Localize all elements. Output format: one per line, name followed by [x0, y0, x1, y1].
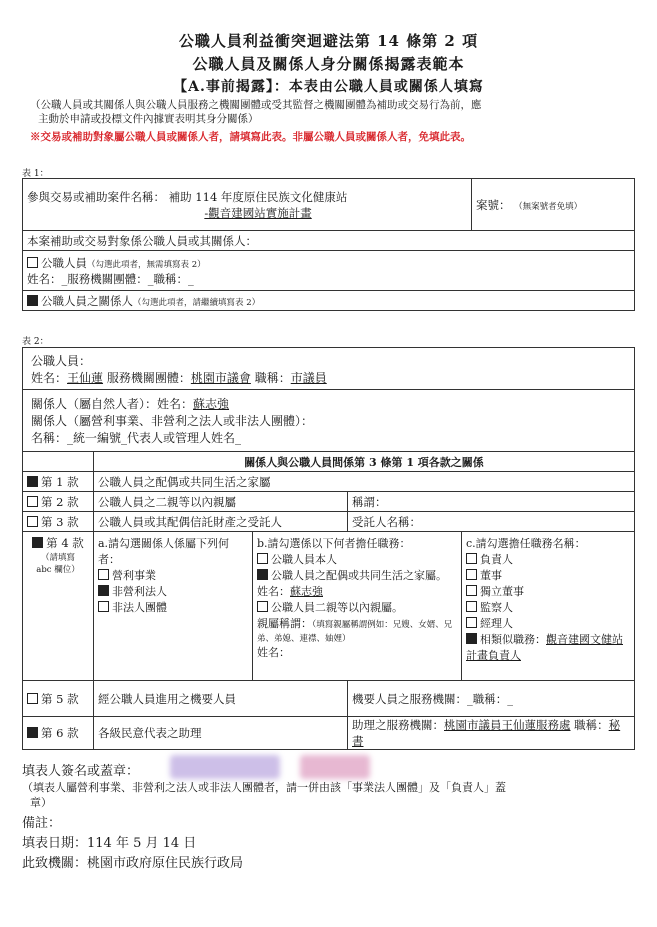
stamp-blurred	[300, 755, 370, 779]
kinship-note: （填寫親屬稱謂例如：兄嫂、女婿、兄弟、弟媳、連襟、妯娌）	[257, 620, 453, 644]
col-c-similar-value[interactable]: 觀音建國文健站計畫負責人	[466, 633, 623, 662]
clause5-checkbox[interactable]	[27, 693, 38, 704]
clause3-checkbox[interactable]	[27, 516, 38, 527]
row6-title-label: 職稱：	[574, 718, 609, 732]
clause5-desc: 經公職人員進用之機要人員	[94, 681, 348, 717]
relation-checkbox[interactable]	[27, 295, 38, 306]
col-b-spouse-name[interactable]: 蘇志強	[290, 585, 323, 598]
clause3-desc: 公職人員或其配偶信託財產之受託人	[94, 512, 348, 532]
row6-title-value[interactable]: 秘書	[352, 718, 621, 748]
remarks-label: 備註：	[22, 816, 62, 831]
table1-row2: 本案補助或交易對象係公職人員或其關係人：	[23, 231, 635, 251]
doc-note-2: 主動於申請或投標文件內據實表明其身分關係）	[38, 113, 259, 125]
rel-person-name[interactable]: 蘇志強	[193, 397, 230, 411]
row6-agency-value[interactable]: 桃園市議員王仙蓮服務處	[444, 718, 571, 732]
col-a-item-3: 非法人團體	[112, 601, 167, 614]
clause6-checkbox[interactable]	[27, 727, 38, 738]
fill-date: 填表日期：114 年 5 月 14 日	[22, 836, 197, 851]
doc-subtitle: 公職人員及關係人身分關係揭露表範本	[192, 55, 465, 73]
col-c-checkbox-3[interactable]	[466, 585, 477, 596]
official-name-line[interactable]: 姓名：_服務機關團體：_職稱：_	[27, 271, 194, 286]
clause5-extra[interactable]: 機要人員之服務機關：_職稱：_	[348, 681, 635, 717]
col-c-item-4: 監察人	[480, 601, 513, 614]
clause2-checkbox[interactable]	[27, 496, 38, 507]
table1	[22, 178, 635, 311]
col-a-title: a.請勾選關係人係屬下列何者：	[98, 537, 230, 566]
to-agency: 此致機關：桃園市政府原住民族行政局	[22, 856, 244, 871]
clause1-checkbox[interactable]	[27, 476, 38, 487]
col-b-title: b.請勾選係以下何者擔任職務：	[257, 537, 411, 550]
col-c-checkbox-2[interactable]	[466, 569, 477, 580]
official-checkbox-label: 公職人員	[41, 255, 87, 270]
sign-note-2: 章）	[30, 796, 52, 809]
kinship-label: 親屬稱謂：	[257, 617, 312, 630]
table1-label: 表 1：	[22, 169, 49, 179]
col-c-checkbox-6[interactable]	[466, 633, 477, 644]
title-label: 職稱：	[254, 370, 291, 385]
clause2-desc: 公職人員之二親等以內親屬	[94, 492, 348, 512]
col-c-checkbox-5[interactable]	[466, 617, 477, 628]
col-b-checkbox-3[interactable]	[257, 601, 268, 612]
case-no-label: 案號：	[476, 197, 511, 212]
clause2-num: 第 2 款	[41, 494, 79, 509]
table2	[22, 347, 635, 750]
col-c-item-3: 獨立董事	[480, 585, 524, 598]
clause4-note: （請填寫 abc 欄位）	[36, 553, 80, 575]
clause4-num: 第 4 款	[46, 536, 84, 550]
col-a-item-2: 非營利法人	[112, 585, 167, 598]
rel-person-label: 關係人（屬自然人者）：姓名：	[31, 397, 194, 411]
clause6-num: 第 6 款	[41, 726, 79, 740]
doc-section-title: 【A.事前揭露】：本表由公職人員或關係人填寫	[173, 79, 484, 95]
col-a-item-1: 營利事業	[112, 569, 156, 582]
row6-agency-label: 助理之服務機關：	[352, 718, 444, 732]
col-b-item-1: 公職人員本人	[271, 553, 337, 566]
clause1-num: 第 1 款	[41, 474, 79, 489]
name-label: 姓名：	[31, 370, 68, 385]
col-b-item-2: 公職人員之配偶或共同生活之家屬。姓名：	[257, 569, 447, 598]
col-b-checkbox-2[interactable]	[257, 569, 268, 580]
case-no-note: （無案號者免填）	[514, 201, 583, 212]
official-agency[interactable]: 桃園市議會	[190, 370, 251, 385]
sign-label: 填表人簽名或蓋章：	[22, 764, 140, 779]
sign-note: （填表人屬營利事業、非營利之法人或非法人團體者，請一併由該「事業法人團體」及「負責人」蓋	[22, 781, 506, 794]
relation-section-header: 關係人與公職人員間係第 3 條第 1 項各款之關係	[94, 452, 635, 472]
col-c-checkbox-1[interactable]	[466, 553, 477, 564]
col-a-checkbox-3[interactable]	[98, 601, 109, 612]
table2-label: 表 2：	[22, 337, 49, 347]
official-name[interactable]: 王仙蓮	[67, 370, 104, 385]
clause1-desc: 公職人員之配偶或共同生活之家屬	[94, 472, 635, 492]
official-heading: 公職人員：	[31, 353, 92, 368]
relation-checkbox-label: 公職人員之關係人	[41, 293, 133, 308]
clause4-checkbox[interactable]	[32, 537, 43, 548]
relation-note: （勾選此項者，請繼續填寫表 2）	[133, 297, 261, 308]
col-a-checkbox-2[interactable]	[98, 585, 109, 596]
col-b-item-3: 公職人員二親等以內親屬。	[271, 601, 403, 614]
official-checkbox[interactable]	[27, 257, 38, 268]
col-c-title: c.請勾選擔任職務名稱：	[466, 537, 586, 550]
doc-title: 公職人員利益衝突迴避法第 14 條第 2 項	[178, 32, 479, 50]
col-c-checkbox-4[interactable]	[466, 601, 477, 612]
clause5-num: 第 5 款	[41, 691, 79, 706]
col-a-checkbox-1[interactable]	[98, 569, 109, 580]
case-name-value-2[interactable]: -觀音建國站實施計畫	[204, 205, 312, 220]
agency-label: 服務機關團體：	[106, 370, 191, 385]
clause6-desc: 各級民意代表之助理	[94, 717, 348, 750]
col-b-checkbox-1[interactable]	[257, 553, 268, 564]
rel-org-label: 關係人（屬營利事業、非營利之法人或非法人團體）：	[31, 414, 314, 428]
col-b-name-label[interactable]: 姓名：	[257, 646, 290, 659]
col-c-item-6: 相類似職務：	[480, 633, 546, 646]
official-note: （勾選此項者，無需填寫表 2）	[87, 259, 206, 270]
clause2-extra[interactable]: 稱謂：	[348, 492, 635, 512]
case-name-label: 參與交易或補助案件名稱：	[27, 189, 165, 204]
warning-note: ※交易或補助對象屬公職人員或關係人者，請填寫此表。非屬公職人員或關係人者，免填此表。	[30, 131, 471, 143]
case-name-value[interactable]: 補助 114 年度原住民族文化健康站	[168, 189, 348, 204]
col-c-item-2: 董事	[480, 569, 502, 582]
doc-note: （公職人員或其關係人與公職人員服務之機關團體或受其監督之機關團體為補助或交易行為前，應	[30, 99, 482, 111]
rel-org-line[interactable]: 名稱：_統一編號_代表人或管理人姓名_	[31, 431, 242, 445]
signature-blurred	[170, 755, 280, 779]
col-c-item-1: 負責人	[480, 553, 513, 566]
official-title[interactable]: 市議員	[290, 370, 327, 385]
clause3-extra[interactable]: 受託人名稱：	[348, 512, 635, 532]
clause3-num: 第 3 款	[41, 514, 79, 529]
col-c-item-5: 經理人	[480, 617, 513, 630]
